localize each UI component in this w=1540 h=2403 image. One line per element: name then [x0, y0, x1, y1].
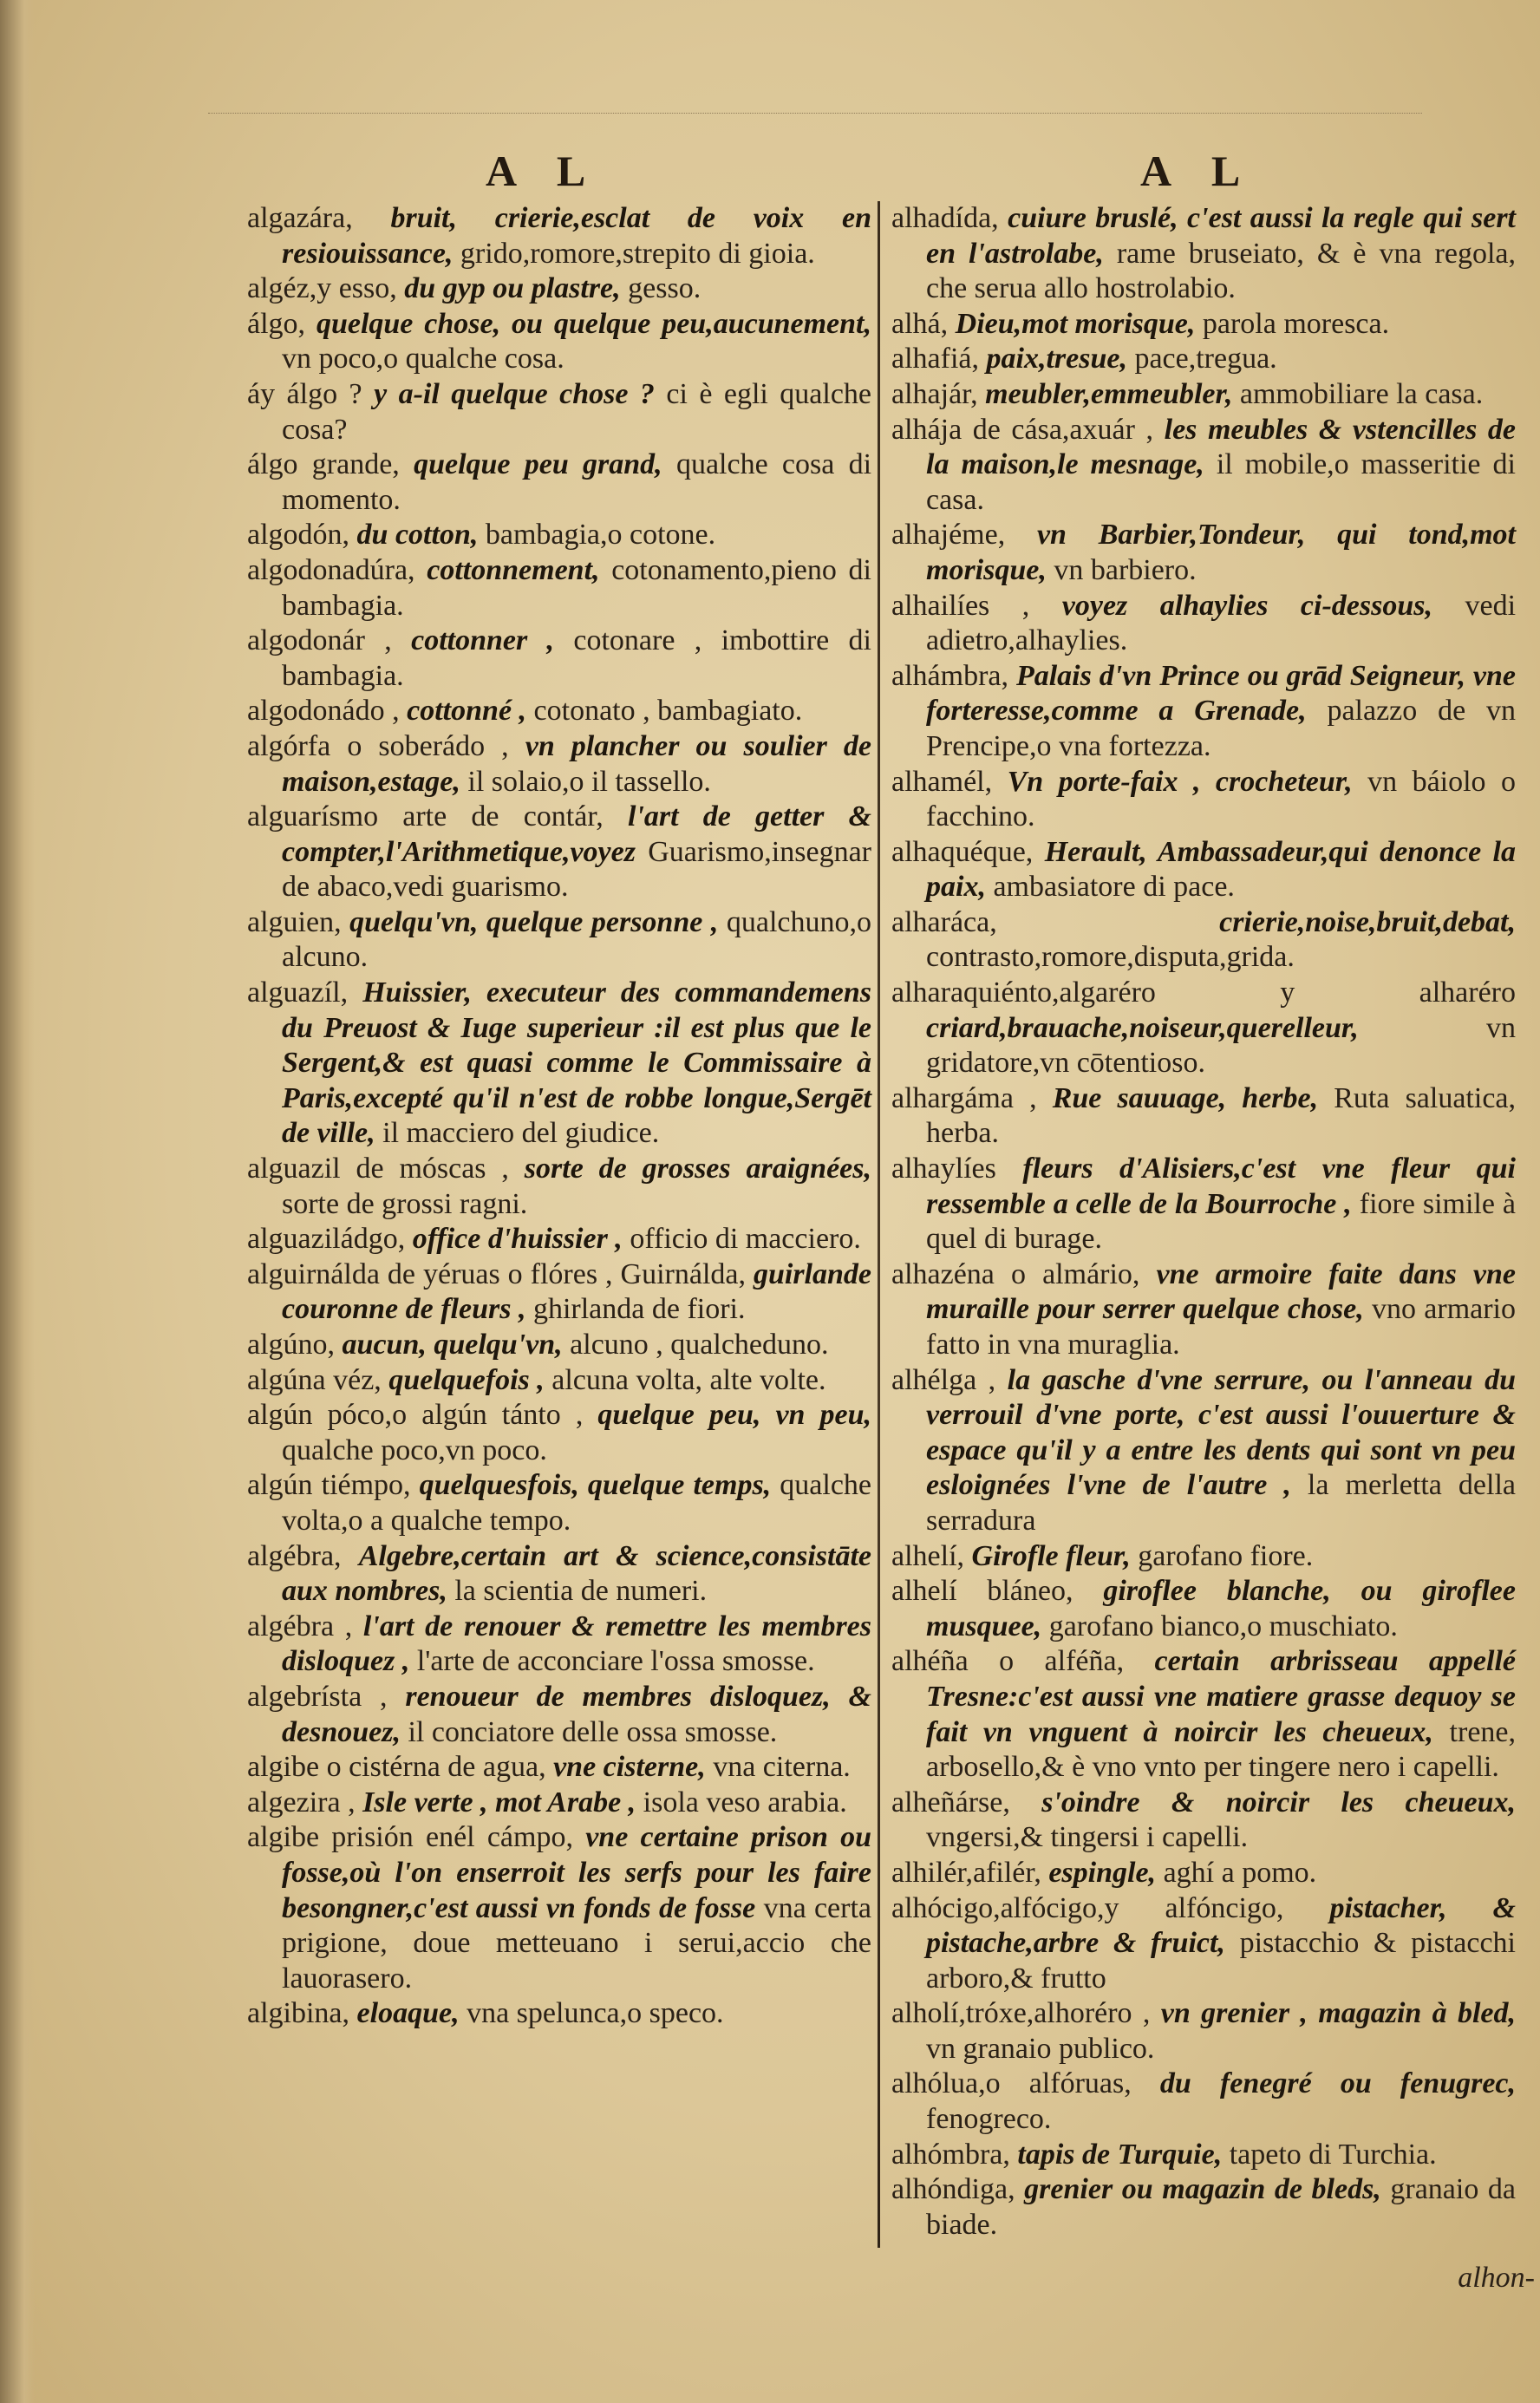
entry-headword: alharáca, [891, 905, 997, 938]
dictionary-entry [891, 1644, 1516, 1785]
entry-french: cottonnement, [427, 553, 600, 586]
entry-italian: gesso. [628, 272, 701, 305]
entry-italian: fiore simile à quel di burage. [926, 1187, 1516, 1256]
dictionary-entry [891, 1786, 1516, 1856]
entry-french: y a-il quelque chose ? [374, 377, 655, 410]
entry-headword: alholí,tróxe,alhoréro , [891, 1997, 1151, 2030]
entry-french: eloaque, [356, 1997, 460, 2030]
dictionary-entry [891, 1257, 1516, 1363]
dictionary-entry [891, 1539, 1516, 1575]
entry-italian: sorte de grossi ragni. [282, 1187, 528, 1220]
entry-french: renoueur de membres disloquez, & desnouez, [282, 1680, 872, 1748]
entry-italian: vngersi,& tingersi i capelli. [926, 1821, 1249, 1854]
dictionary-entry [891, 1856, 1516, 1891]
entry-french: Vn porte-faix , crocheteur, [1007, 765, 1353, 798]
entry-french: certain arbrisseau appellé Tresne:c'est aussi vne matiere grasse dequoy se fait vn vnguent à noircir les cheueux, [926, 1645, 1517, 1748]
entry-headword: alhailíes , [891, 589, 1030, 622]
running-header-right: A L [1140, 147, 1256, 195]
entry-italian: ambasiatore di pace. [993, 871, 1235, 904]
entry-french: du cotton, [356, 519, 479, 552]
dictionary-entry [891, 342, 1516, 377]
entry-french: l'art de getter & compter,l'Arithmetique,voyez [282, 800, 871, 868]
entry-headword: alguaziládgo, [247, 1223, 406, 1256]
entry-french: tapis de Turquie, [1017, 2138, 1223, 2171]
entry-french: office d'huissier , [412, 1223, 623, 1256]
dictionary-entry [247, 1152, 871, 1222]
column-divider [878, 201, 880, 2248]
dictionary-entry [891, 1081, 1516, 1152]
entry-french: crierie,noise,bruit,debat, [1219, 905, 1516, 938]
entry-italian: ammobiliare la casa. [1239, 377, 1484, 410]
dictionary-entry [247, 201, 871, 271]
entry-headword: alhája de cása,axuár , [891, 413, 1154, 446]
entry-headword: algodonár , [247, 624, 392, 657]
entry-headword: algún tiémpo, [247, 1469, 411, 1502]
entry-french: guirlande couronne de fleurs , [282, 1257, 872, 1326]
entry-italian: trene, arbosello,& è vno vnto per tingere nero i capelli. [926, 1715, 1516, 1784]
entry-french: quelque chose, ou quelque peu,aucunement, [316, 307, 871, 340]
entry-italian: garofano fiore. [1138, 1539, 1314, 1572]
entry-headword: algezira , [247, 1786, 356, 1819]
entry-headword: alheñárse, [891, 1786, 1010, 1819]
dictionary-entry [247, 447, 871, 518]
entry-french: aucun, quelqu'vn, [342, 1329, 563, 1361]
entry-french: grenier ou magazin de bleds, [1024, 2173, 1381, 2206]
entry-italian: cotonamento,pieno di bambagia. [282, 553, 871, 622]
entry-french: vne cisterne, [553, 1751, 706, 1784]
entry-headword: alhajéme, [891, 519, 1006, 552]
entry-headword: algodonádo , [247, 695, 400, 728]
entry-french: meubler,emmeubler, [985, 377, 1233, 410]
dictionary-entry [247, 1539, 871, 1610]
dictionary-entry [891, 307, 1516, 343]
dictionary-entry [247, 800, 871, 905]
entry-french: vne certaine prison ou fosse,où l'on enserroit les serfs pour les faire besongner,c'est aussi vn fonds de fosse [282, 1821, 872, 1924]
entry-headword: algórfa o soberádo , [247, 729, 509, 762]
dictionary-entry [891, 976, 1516, 1081]
entry-headword: alguazíl, [247, 976, 349, 1009]
entry-italian: il macciero del giudice. [382, 1117, 660, 1150]
dictionary-entry [247, 377, 871, 447]
entry-headword: algúna véz, [247, 1363, 382, 1396]
dictionary-entry [891, 518, 1516, 588]
entry-headword: algún póco,o algún tánto , [247, 1399, 584, 1432]
dictionary-entry [891, 1363, 1516, 1539]
entry-italian: pace,tregua. [1134, 343, 1277, 375]
entry-headword: algibe prisión enél cámpo, [247, 1821, 573, 1854]
entry-italian: qualchuno,o alcuno. [282, 905, 871, 974]
entry-italian: cotonare , imbottire di bambagia. [282, 624, 872, 692]
dictionary-entry [247, 518, 871, 553]
entry-french: du fenegré ou fenugrec, [1159, 2067, 1517, 2100]
entry-italian: la merletta della serradura [926, 1469, 1517, 1537]
entry-italian: il solaio,o il tassello. [467, 765, 711, 798]
entry-italian: ci è egli qualche cosa? [282, 377, 872, 446]
entry-italian: tapeto di Turchia. [1229, 2138, 1437, 2171]
entry-italian: vna spelunca,o speco. [467, 1997, 724, 2030]
dictionary-entry [891, 589, 1516, 659]
dictionary-entry [891, 2067, 1516, 2137]
dictionary-entry [891, 765, 1516, 835]
dictionary-entry [891, 377, 1516, 413]
entry-french: cottonner , [411, 624, 555, 657]
entry-french: s'oindre & noircir les cheueux, [1041, 1786, 1516, 1819]
dictionary-entry [891, 659, 1516, 765]
entry-french: Herault, Ambassadeur,qui denonce la paix, [926, 835, 1516, 904]
entry-italian: bambagia,o cotone. [485, 519, 716, 552]
entry-headword: álgo grande, [247, 448, 400, 481]
entry-italian: granaio da biade. [926, 2173, 1517, 2241]
entry-headword: alhámbra, [891, 659, 1008, 692]
dictionary-entry [247, 553, 871, 624]
entry-french: Algebre,certain art & science,consistāte aux nombres, [282, 1539, 872, 1608]
entry-french: giroflee blanche, ou giroflee musquee, [926, 1575, 1516, 1642]
dictionary-entry [247, 624, 871, 694]
entry-italian: Ruta saluatica, herba. [926, 1081, 1517, 1150]
entry-french: Palais d'vn Prince ou grād Seigneur, vne forteresse,comme a Grenade, [926, 659, 1516, 728]
entry-headword: alhazéna o almário, [891, 1257, 1140, 1290]
entry-headword: algibe o cistérna de agua, [247, 1751, 546, 1784]
entry-french: Dieu,mot morisque, [955, 307, 1196, 340]
entry-headword: alhilér,afilér, [891, 1856, 1041, 1889]
entry-french: bruit, crierie,esclat de voix en resiouissance, [282, 202, 871, 270]
entry-headword: alhéña o alféña, [891, 1645, 1125, 1678]
dictionary-entry [247, 729, 871, 800]
entry-italian: fenogreco. [926, 2103, 1052, 2136]
entry-italian: cotonato , bambagiato. [533, 695, 803, 728]
entry-headword: alhélga , [891, 1363, 996, 1396]
right-column [891, 201, 1516, 2243]
entry-headword: álgo, [247, 307, 306, 340]
entry-italian: officio di macciero. [630, 1223, 861, 1256]
entry-french: Huissier, executeur des commandemens du Preuost & Iuge superieur :il est plus que le Sergent,& est quasi comme le Commissaire à Paris,excepté qu'il n'est de robbe longue,Sergēt de ville, [282, 976, 871, 1150]
dictionary-entry [891, 201, 1516, 307]
entry-italian: la scientia de numeri. [454, 1575, 708, 1608]
entry-headword: algébra , [247, 1610, 353, 1642]
dictionary-entry [891, 835, 1516, 905]
dictionary-entry [247, 271, 871, 307]
entry-italian: il mobile,o masseritie di casa. [926, 448, 1516, 516]
entry-french: paix,tresue, [986, 343, 1127, 375]
dictionary-entry [891, 1152, 1516, 1257]
entry-french: sorte de grosses araignées, [524, 1153, 872, 1185]
entry-headword: algéz,y esso, [247, 272, 397, 305]
entry-french: la gasche d'vne serrure, ou l'anneau du verrouil d'vne porte, c'est aussi l'ouuerture & espace qu'il y a entre les dents qui sont vn peu esloignées l'vne de l'autre , [926, 1363, 1516, 1502]
entry-italian: Guarismo,insegnar de abaco,vedi guarismo. [282, 835, 871, 904]
dictionary-entry [247, 1398, 871, 1468]
entry-headword: algébra, [247, 1539, 342, 1572]
entry-italian: alcuna volta, alte volte. [551, 1363, 826, 1396]
entry-italian: vna citerna. [713, 1751, 851, 1784]
entry-italian: l'arte de acconciare l'ossa smosse. [416, 1645, 815, 1678]
dictionary-entry [247, 307, 871, 377]
dictionary-entry [247, 905, 871, 976]
entry-headword: alhargáma , [891, 1081, 1037, 1114]
entry-headword: alhafiá, [891, 343, 979, 375]
top-rule [208, 113, 1422, 114]
dictionary-entry [891, 2172, 1516, 2243]
entry-italian: vn gridatore,vn cōtentioso. [926, 1011, 1516, 1080]
entry-headword: áy álgo ? [247, 377, 362, 410]
running-header-left: A L [486, 147, 602, 195]
entry-french: Rue sauuage, herbe, [1052, 1081, 1319, 1114]
entry-italian: aghí a pomo. [1163, 1856, 1317, 1889]
dictionary-entry [891, 413, 1516, 519]
entry-french: Isle verte , mot Arabe , [362, 1786, 636, 1819]
entry-french: voyez alhaylies ci-dessous, [1061, 589, 1432, 622]
entry-french: l'art de renouer & remettre les membres disloquez , [282, 1610, 871, 1678]
entry-italian: parola moresca. [1202, 307, 1390, 340]
page-edge-shadow [0, 0, 35, 2403]
entry-italian: vedi adietro,alhaylies. [926, 589, 1517, 657]
entry-italian: grido,romore,strepito di gioia. [460, 237, 815, 270]
entry-italian: garofano bianco,o muschiato. [1048, 1610, 1398, 1642]
entry-headword: alhadída, [891, 202, 999, 234]
entry-headword: alhelí, [891, 1539, 965, 1572]
entry-italian: alcuno , qualcheduno. [570, 1329, 829, 1361]
entry-french: cuiure bruslé, c'est aussi la regle qui sert en l'astrolabe, [926, 202, 1517, 270]
entry-italian: vno armario fatto in vna muraglia. [926, 1293, 1517, 1361]
entry-italian: ghirlanda de fiori. [532, 1293, 746, 1326]
entry-italian: vn granaio publico. [926, 2032, 1155, 2065]
entry-french: espingle, [1048, 1856, 1157, 1889]
entry-headword: algazára, [247, 202, 353, 234]
entry-french: vn Barbier,Tondeur, qui tond,mot morisque, [926, 519, 1516, 586]
dictionary-entry [891, 2138, 1516, 2173]
entry-french: vn plancher ou soulier de maison,estage, [282, 729, 871, 798]
entry-headword: algebrísta , [247, 1680, 388, 1713]
dictionary-entry [247, 1257, 871, 1328]
entry-french: quelque peu grand, [414, 448, 662, 481]
entry-headword: alguazil de móscas , [247, 1153, 509, 1185]
dictionary-entry [247, 1820, 871, 1996]
dictionary-entry [891, 1891, 1516, 1997]
dictionary-entry [891, 1574, 1516, 1644]
entry-french: fleurs d'Alisiers,c'est vne fleur qui ressemble a celle de la Bourroche , [926, 1153, 1516, 1220]
dictionary-entry [247, 976, 871, 1152]
entry-italian: isola veso arabia. [643, 1786, 847, 1819]
dictionary-entry [891, 1996, 1516, 2067]
dictionary-entry [247, 1222, 871, 1257]
entry-headword: alhómbra, [891, 2138, 1010, 2171]
dictionary-entry [247, 1680, 871, 1750]
entry-headword: alhócigo,alfócigo,y alfóncigo, [891, 1891, 1284, 1924]
entry-italian: qualche poco,vn poco. [282, 1433, 547, 1466]
entry-headword: alharaquiénto,algaréro y alharéro [891, 976, 1516, 1009]
entry-french: Girofle fleur, [971, 1539, 1131, 1572]
entry-french: les meubles & vstencilles de la maison,le mesnage, [926, 413, 1517, 481]
catchword: alhon- [1458, 2262, 1535, 2294]
entry-headword: algodón, [247, 519, 350, 552]
entry-headword: alhaylíes [891, 1153, 996, 1185]
entry-italian: vn báiolo o facchino. [926, 765, 1517, 833]
entry-italian: qualche cosa di momento. [282, 448, 872, 516]
entry-french: vne armoire faite dans vne muraille pour serrer quelque chose, [926, 1257, 1517, 1326]
entry-headword: alhaquéque, [891, 835, 1034, 868]
dictionary-entry [247, 1468, 871, 1538]
entry-headword: alhamél, [891, 765, 993, 798]
entry-french: quelqu'vn, quelque personne , [349, 905, 719, 938]
entry-italian: pistacchio & pistacchi arboro,& frutto [926, 1927, 1516, 1995]
entry-headword: alguien, [247, 905, 342, 938]
entry-italian: vn barbiero. [1054, 553, 1197, 586]
entry-french: pistacher, & pistache,arbre & fruict, [926, 1891, 1516, 1960]
entry-italian: rame bruseiato, & è vna regola, che serua allo hostrolabio. [926, 237, 1516, 305]
entry-headword: algúno, [247, 1329, 336, 1361]
dictionary-entry [247, 1610, 871, 1680]
entry-french: du gyp ou plastre, [404, 272, 621, 305]
entry-italian: palazzo de vn Prencipe,o vna fortezza. [926, 695, 1517, 762]
dictionary-entry [247, 1363, 871, 1399]
entry-french: quelquesfois, quelque temps, [419, 1469, 772, 1502]
entry-headword: algibina, [247, 1997, 350, 2030]
dictionary-entry [247, 1328, 871, 1363]
entry-headword: alguirnálda de yéruas o flóres , Guirnálda, [247, 1257, 746, 1290]
left-column [247, 201, 871, 2032]
entry-french: quelque peu, vn peu, [597, 1399, 871, 1432]
entry-french: criard,brauache,noiseur,querelleur, [926, 1011, 1359, 1044]
entry-headword: alhóndiga, [891, 2173, 1015, 2206]
dictionary-entry [247, 1996, 871, 2032]
entry-italian: il conciatore delle ossa smosse. [408, 1715, 778, 1748]
entry-italian: contrasto,romore,disputa,grida. [926, 941, 1295, 974]
dictionary-entry [891, 905, 1516, 976]
entry-french: vn grenier , magazin à bled, [1160, 1997, 1517, 2030]
entry-headword: alhólua,o alfóruas, [891, 2067, 1132, 2100]
entry-french: cottonné , [407, 695, 527, 728]
entry-italian: qualche volta,o a qualche tempo. [282, 1469, 871, 1537]
dictionary-entry [247, 1786, 871, 1821]
entry-headword: alhelí bláneo, [891, 1575, 1073, 1608]
entry-italian: vn poco,o qualche cosa. [282, 343, 564, 375]
entry-french: quelquefois , [388, 1363, 545, 1396]
entry-italian: vna certa prigione, doue metteuano i serui,accio che lauorasero. [282, 1891, 872, 1995]
entry-headword: alhá, [891, 307, 949, 340]
dictionary-entry [247, 694, 871, 729]
entry-headword: alguarísmo arte de contár, [247, 800, 604, 833]
entry-headword: alhajár, [891, 377, 978, 410]
entry-headword: algodonadúra, [247, 553, 415, 586]
dictionary-entry [247, 1750, 871, 1786]
